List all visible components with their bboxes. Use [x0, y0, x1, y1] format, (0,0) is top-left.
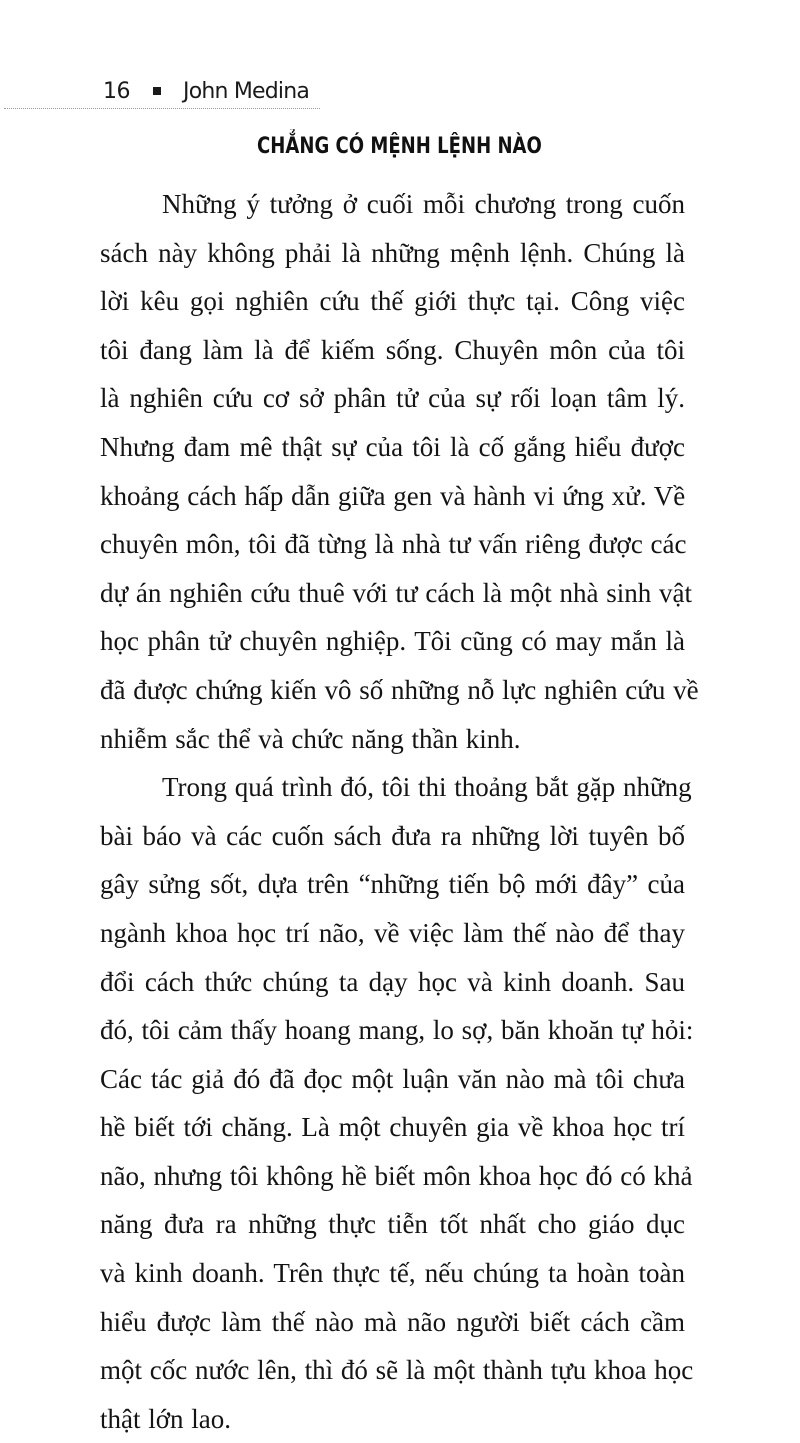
text-line: đã được chứng kiến vô số những nỗ lực nghiên cứu về — [100, 674, 699, 705]
header-dotted-divider — [4, 108, 320, 109]
text-line: đổi cách thức chúng ta dạy học và kinh doanh. Sau — [100, 966, 685, 997]
running-header-author: John Medina — [183, 78, 310, 104]
text-line: Nhưng đam mê thật sự của tôi là cố gắng hiểu được — [100, 431, 685, 462]
text-line: nhiễm sắc thể và chức năng thần kinh. — [100, 723, 521, 754]
text-line: và kinh doanh. Trên thực tế, nếu chúng ta hoàn toàn — [100, 1258, 685, 1289]
text-line: khoảng cách hấp dẫn giữa gen và hành vi ứng xử. Về — [100, 480, 686, 511]
text-line: năng đưa ra những thực tiễn tốt nhất cho giáo dục — [100, 1209, 685, 1240]
text-line: là nghiên cứu cơ sở phân tử của sự rối loạn tâm lý. — [100, 383, 685, 414]
text-line: lời kêu gọi nghiên cứu thế giới thực tại. Công việc — [100, 286, 685, 317]
running-header — [103, 74, 309, 108]
text-line: chuyên môn, tôi đã từng là nhà tư vấn riêng được các — [100, 529, 687, 560]
text-line: não, nhưng tôi không hề biết môn khoa học đó có khả — [100, 1160, 693, 1191]
text-line: ngành khoa học trí não, về việc làm thế nào để thay — [100, 917, 685, 948]
text-line: hề biết tới chăng. Là một chuyên gia về khoa học trí — [100, 1112, 685, 1143]
text-line: hiểu được làm thế nào mà não người biết cách cầm — [100, 1306, 685, 1337]
section-title: CHẲNG CÓ MỆNH LỆNH NÀO — [257, 134, 542, 159]
text-line: gây sửng sốt, dựa trên “những tiến bộ mới đây” của — [100, 869, 685, 900]
text-line: bài báo và các cuốn sách đưa ra những lời tuyên bố — [100, 820, 685, 851]
paragraph-1 — [100, 180, 699, 763]
text-line: Trong quá trình đó, tôi thi thoảng bắt gặp những — [162, 772, 692, 803]
text-line: tôi đang làm là để kiếm sống. Chuyên môn của tôi — [100, 334, 685, 365]
square-bullet-icon — [153, 87, 161, 95]
text-line: thật lớn lao. — [100, 1403, 232, 1434]
text-line: sách này không phải là những mệnh lệnh. Chúng là — [100, 237, 685, 268]
text-line: học phân tử chuyên nghiệp. Tôi cũng có may mắn là — [100, 626, 685, 657]
page-number: 16 — [103, 78, 130, 104]
text-line: dự án nghiên cứu thuê với tư cách là một nhà sinh vật — [100, 577, 693, 608]
paragraph-2 — [100, 763, 694, 1443]
text-line: Các tác giả đó đã đọc một luận văn nào mà tôi chưa — [100, 1063, 685, 1094]
body-text — [100, 180, 699, 1443]
text-line: một cốc nước lên, thì đó sẽ là một thành tựu khoa học — [100, 1355, 694, 1386]
text-line: Những ý tưởng ở cuối mỗi chương trong cuốn — [162, 189, 685, 219]
text-line: đó, tôi cảm thấy hoang mang, lo sợ, băn khoăn tự hỏi: — [100, 1015, 694, 1046]
